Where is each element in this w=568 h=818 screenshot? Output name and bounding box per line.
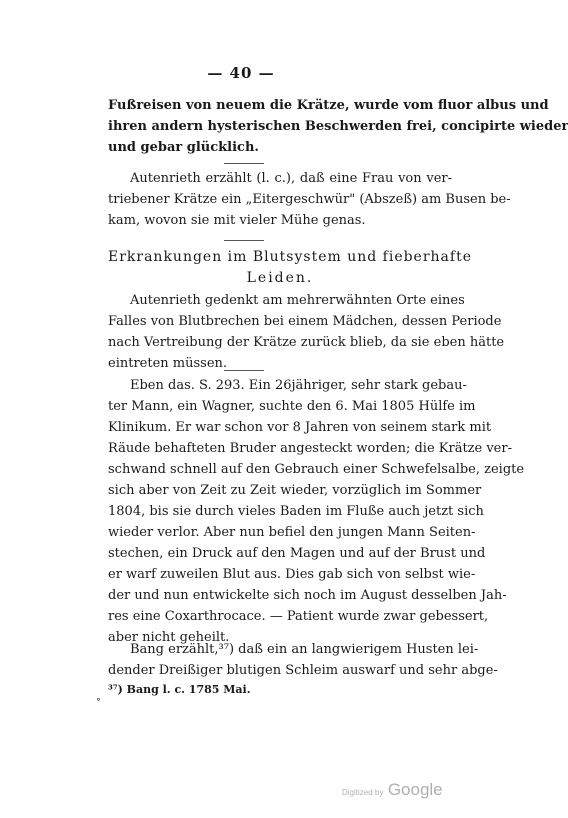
text-line: schwand schnell auf den Gebrauch einer Schwefelsalbe, zeigte — [108, 462, 525, 477]
google-logo: Google — [387, 780, 443, 799]
text-line: Räude behafteten Bruder angesteckt worden; die Krätze ver- — [108, 441, 512, 456]
heading-line: Leiden. — [246, 270, 314, 286]
text-line: 1804, bis sie durch vieles Baden im Fluße auch jetzt sich — [108, 504, 484, 519]
text-line: Fußreisen von neuem die Krätze, wurde vom fluor albus und — [108, 98, 549, 113]
paragraph-bang — [108, 639, 498, 681]
text-line: nach Vertreibung der Krätze zurück blieb, da sie eben hätte — [108, 335, 505, 350]
digitization-watermark — [342, 780, 443, 800]
text-line: aber nicht geheilt. — [108, 630, 230, 645]
text-line: wieder verlor. Aber nun befiel den jungen Mann Seiten- — [108, 525, 476, 540]
text-line: ihren andern hysterischen Beschwerden frei, concipirte wieder — [108, 119, 568, 134]
section-divider — [224, 163, 264, 164]
text-line: er warf zuweilen Blut aus. Dies gab sich von selbst wie- — [108, 567, 476, 582]
text-line: Falles von Blutbrechen bei einem Mädchen, dessen Periode — [108, 314, 502, 329]
text-line: stechen, ein Druck auf den Magen und auf der Brust und — [108, 546, 486, 561]
watermark-prefix: Digitized by — [342, 788, 384, 797]
paragraph-continuation — [108, 95, 568, 158]
text-line: und gebar glücklich. — [108, 140, 259, 155]
footnote-mark: ˳ — [96, 690, 101, 701]
text-line: Klinikum. Er war schon vor 8 Jahren von seinem stark mit — [108, 420, 492, 435]
text-line: dender Dreißiger blutigen Schleim auswarf und sehr abge- — [108, 663, 498, 678]
text-line: ter Mann, ein Wagner, suchte den 6. Mai 1805 Hülfe im — [108, 399, 476, 414]
section-heading — [108, 247, 472, 289]
text-line: sich aber von Zeit zu Zeit wieder, vorzüglich im Sommer — [108, 483, 482, 498]
paragraph-autenrieth-frau — [108, 168, 511, 231]
text-line: kam, wovon sie mit vieler Mühe genas. — [108, 213, 366, 228]
page-number: — 40 — — [207, 64, 275, 82]
text-line: eintreten müssen. — [108, 356, 228, 371]
section-divider — [224, 370, 264, 371]
footnote: ³⁷) Bang l. c. 1785 Mai. — [108, 683, 251, 696]
section-divider — [224, 240, 264, 241]
text-line: Bang erzählt,³⁷) daß ein an langwierigem Husten lei- — [130, 642, 479, 657]
text-line: res eine Coxarthrocace. — Patient wurde zwar gebessert, — [108, 609, 489, 624]
text-line: Autenrieth erzählt (l. c.), daß eine Frau von ver- — [130, 171, 452, 186]
paragraph-blutbrechen — [108, 290, 505, 374]
text-line: triebener Krätze ein „Eitergeschwür" (Abszeß) am Busen be- — [108, 192, 511, 207]
text-line: Autenrieth gedenkt am mehrerwähnten Orte eines — [130, 293, 465, 308]
text-line: der und nun entwickelte sich noch im August desselben Jah- — [108, 588, 507, 603]
text-line: Eben das. S. 293. Ein 26jähriger, sehr stark gebau- — [130, 378, 467, 393]
heading-line: Erkrankungen im Blutsystem und fieberhafte — [108, 249, 472, 265]
paragraph-wagner-case — [108, 375, 525, 648]
